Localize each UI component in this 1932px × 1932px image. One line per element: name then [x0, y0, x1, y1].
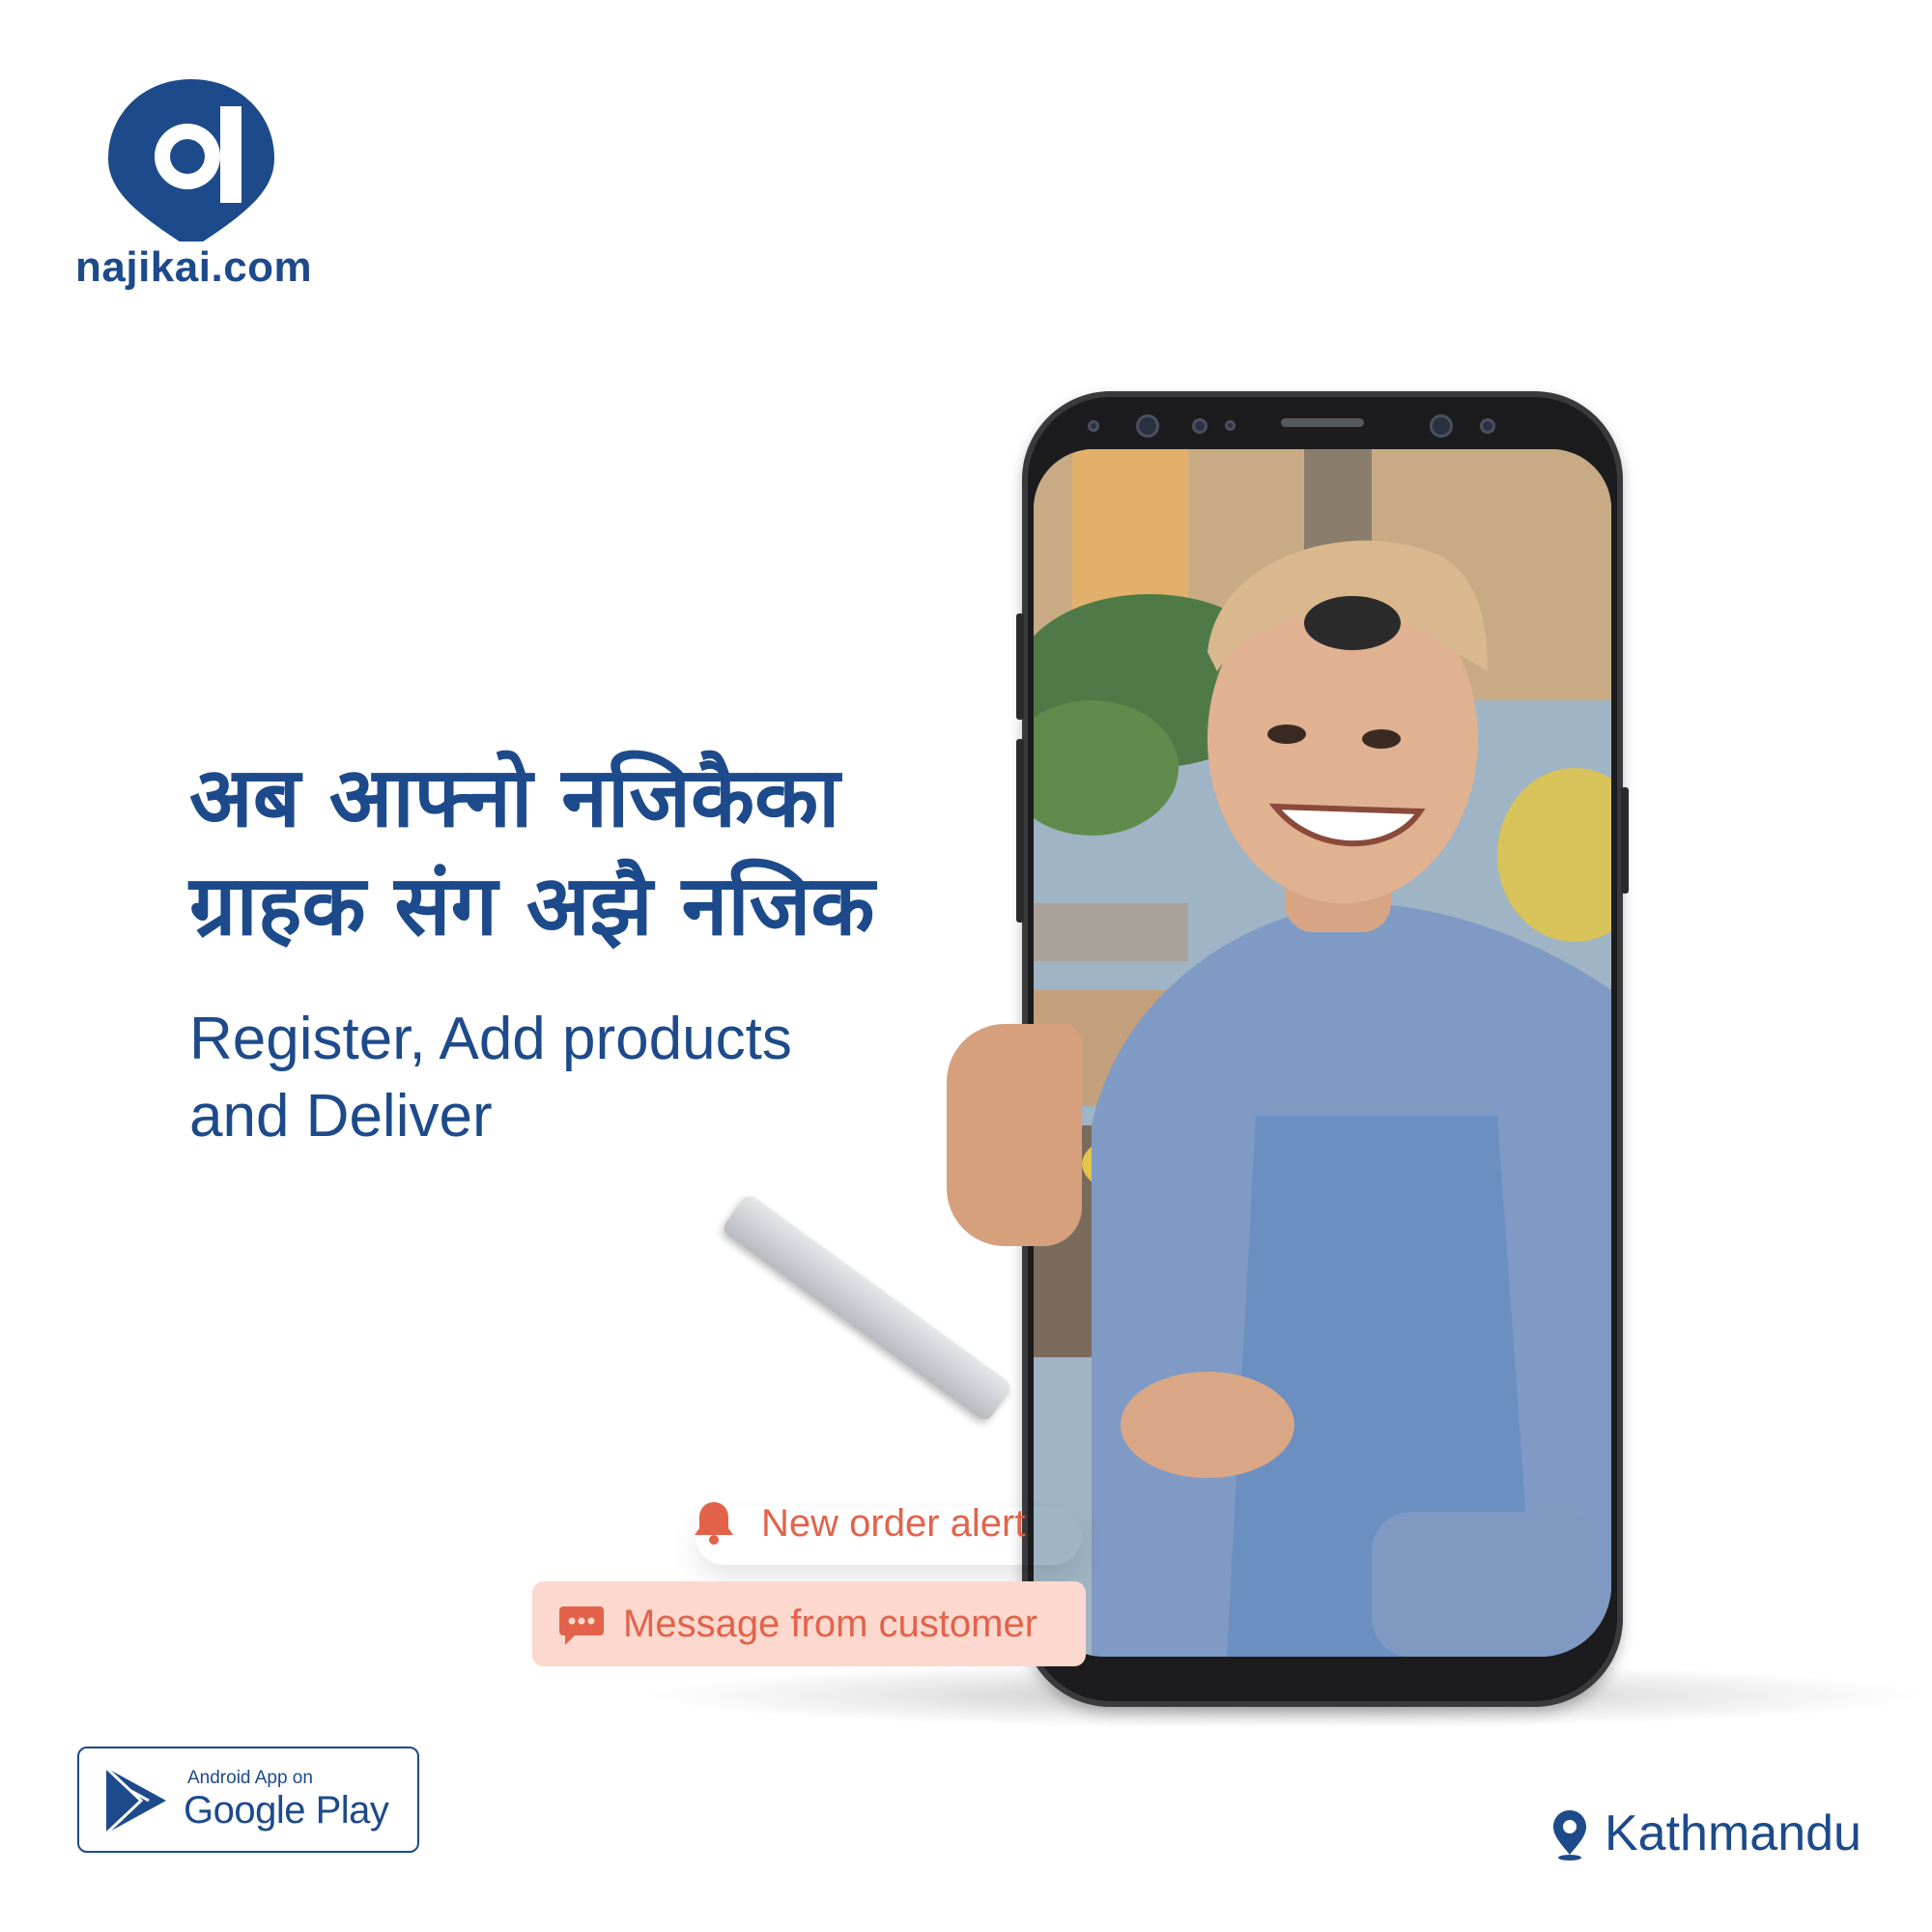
smartphone-mockup — [1022, 391, 1623, 1707]
notification-label: New order alert — [761, 1502, 1026, 1545]
site-name: najikai.com — [75, 243, 313, 291]
google-play-badge[interactable] — [77, 1747, 419, 1853]
front-camera-icon — [1136, 414, 1159, 438]
subheadline-line-1: Register, Add products — [189, 1006, 792, 1072]
location-pin-icon — [1550, 1808, 1589, 1861]
iris-camera-icon — [1430, 414, 1453, 438]
shopkeeper-photo — [1034, 449, 1611, 1657]
customer-message-notification[interactable] — [532, 1581, 1086, 1666]
location-label: Kathmandu — [1605, 1805, 1861, 1861]
sensor-icon — [1225, 420, 1236, 431]
subheadline-line-2: and Deliver — [189, 1083, 493, 1150]
sensor-icon — [1480, 418, 1495, 434]
sensor-icon — [1088, 420, 1099, 432]
chat-bubble-icon — [557, 1601, 606, 1649]
subheadline — [189, 1001, 866, 1155]
new-order-notification[interactable] — [676, 1483, 1053, 1560]
phone-side-button — [1621, 787, 1629, 894]
phone-screen-photo — [1034, 449, 1611, 1657]
headline — [189, 744, 1020, 960]
headline-line-1: अब आफ्नो नजिकैका — [189, 750, 840, 846]
brand-logo — [75, 77, 317, 299]
earpiece-speaker — [1281, 418, 1364, 427]
play-triangle-icon — [102, 1766, 170, 1835]
phone-side-button — [1016, 739, 1024, 923]
badge-caption: Android App on — [187, 1768, 313, 1788]
phone-side-button — [1016, 613, 1024, 720]
arm-graphic — [947, 1024, 1082, 1246]
bell-icon — [688, 1496, 740, 1548]
location-pin-logo-icon — [75, 77, 317, 242]
sensor-icon — [1192, 418, 1208, 434]
badge-store-name: Google Play — [184, 1789, 389, 1832]
notification-label: Message from customer — [623, 1603, 1038, 1645]
headline-line-2: ग्राहक संग अझै नजिक — [189, 858, 875, 954]
